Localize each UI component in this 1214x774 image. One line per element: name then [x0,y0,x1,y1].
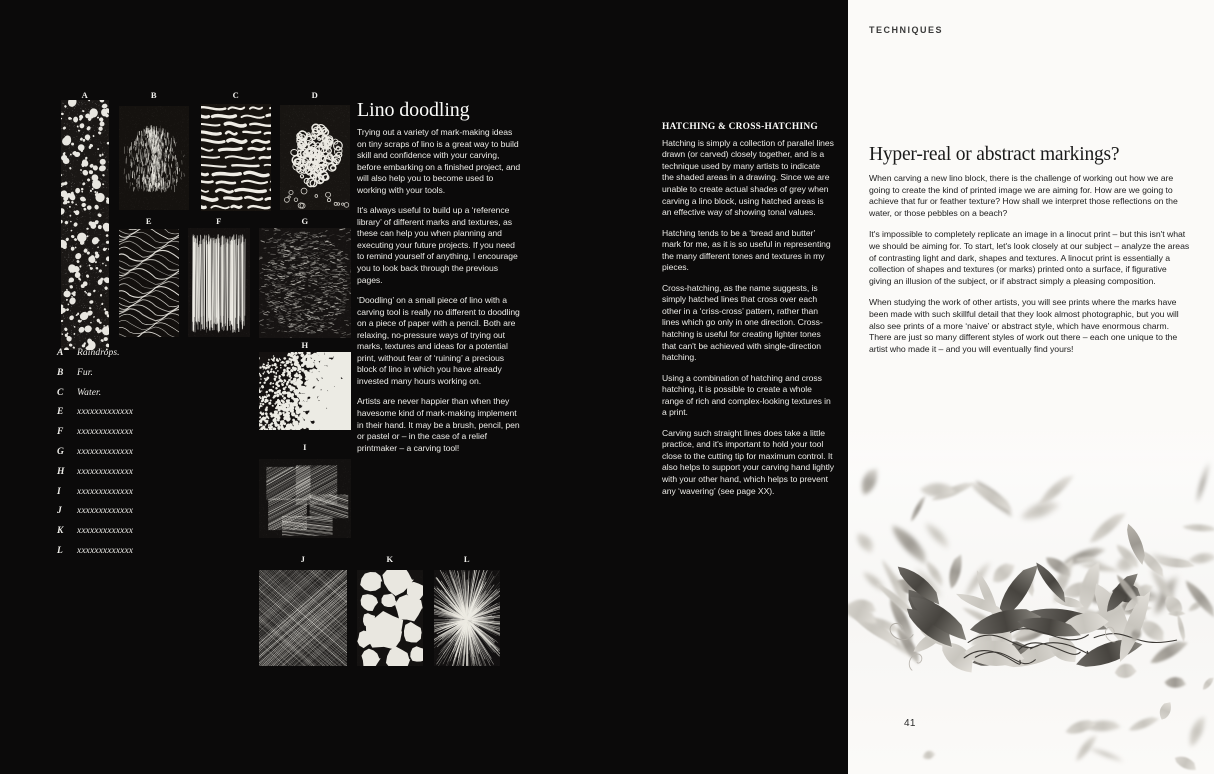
plate-label-d: D [311,90,319,100]
plate-image-h [259,352,351,430]
plate-image-k [357,570,423,666]
plate-image-d [280,105,350,210]
list-item [57,368,237,388]
paragraph: It's impossible to completely replicate an image in a linocut print – but this isn't what we should be aiming for. To start, let's look closely at our subject – analyze the areas of contrasting light and dark, shapes and textures. A linocut print is essentially a collection of shapes and textures (or marks) printed onto a surface, if figurative giving an illusion of the subject, or if abstract simply a pleasing composition. [869,229,1190,286]
caption-key: C [57,387,64,398]
caption-key: K [57,526,64,537]
plate-image-b [119,106,189,210]
plate-label-g: G [301,216,309,226]
plate-label-b: B [150,90,158,100]
text-column-hatching [662,122,834,497]
photo-lino-shavings [848,420,1214,774]
caption-key: G [57,446,64,457]
plate-image-j [259,570,347,666]
page-title: Hyper-real or abstract markings? [869,144,1120,165]
plate-image-f [188,228,250,337]
caption-text: xxxxxxxxxxxxx [77,526,134,537]
caption-text: xxxxxxxxxxxxx [77,427,134,438]
right-page-body [869,173,1191,355]
list-item [57,467,237,487]
plate-image-g [259,228,351,338]
list-item [57,487,237,507]
plate-image-l [434,570,500,666]
plate-label-e: E [145,216,153,226]
plate-image-e [119,229,179,337]
caption-text: xxxxxxxxxxxxx [77,466,134,477]
plate-caption-list [57,348,237,566]
plate-label-i: I [303,442,307,452]
list-item [57,427,237,447]
caption-key: I [57,486,61,497]
paragraph: Cross-hatching, as the name suggests, is simply hatched lines that cross over each other in a ‘criss-cross’ pattern, rather than lines which go only in one direction. Cross-hatching is useful for creating lighter tones that can't be achieved with single-direction hatching. [662,282,823,363]
caption-text: Fur. [77,367,93,378]
list-item [57,546,237,566]
paragraph: Hatching is simply a collection of parallel lines drawn (or carved) closely together, and is a technique used by many artists to indicate the shaded areas in a drawing. Since we are unable to create actual shades of grey when carving a lino block, using hatched areas is an effective way of showing tonal values. [662,137,834,218]
plate-label-j: J [300,554,306,564]
paragraph: Artists are never happier than when they havesome kind of mark-making implement in their hand. It may be a brush, pencil, pen or pastel or – in the case of a relief printmaker – a carving tool! [357,396,520,453]
caption-key: J [57,506,62,517]
paragraph: When studying the work of other artists, you will see prints where the marks have been made with such skillful detail that they look almost photographic, but you will also see prints of a more ‘naive’ or abstract style, which have enormous charm. There are just so many different styles of work out there – each one unique to the artist who made it – and you will eventually find yours! [869,297,1179,354]
caption-text: Raindrops. [77,348,120,358]
plate-label-l: L [463,554,471,564]
section-heading-lino-doodling: Lino doodling [357,99,470,121]
caption-key: F [57,427,64,438]
caption-text: xxxxxxxxxxxxx [77,506,134,517]
paragraph: Trying out a variety of mark-making ideas on tiny scraps of lino is a great way to build skill and confidence with your carving, before embarking on a finished project, and will also help you to become used to working with your tools. [357,127,521,195]
paragraph: Carving such straight lines does take a little practice, and it's important to hold your tool close to the cutting tip for maximum control. It also helps to support your carving hand lightly with your other hand, which helps to prevent any ‘wavering’ (see page XX). [662,427,835,496]
paragraph: ‘Doodling’ on a small piece of lino with a carving tool is really no different to doodling on a piece of paper with a pencil. Both are relaxing, no-pressure ways of trying out marks, textures and ideas for a potential print, without fear of ‘ruining’ a precious block of lino in which you have already invested many hours working on. [357,295,520,386]
plate-label-a: A [81,90,89,100]
paragraph: It's always useful to build up a ‘reference library’ of different marks and textures, as these can help you when planning and executing your future projects. If you need to remind yourself of anything, I encourage you to look back through the previous pages. [357,205,518,285]
paragraph: Hatching tends to be a ‘bread and butter’ mark for me, as it is so useful in representing the many different tones and textures in my pieces. [662,227,831,273]
caption-text: Water. [77,387,102,398]
plate-image-c [201,104,271,211]
list-item [57,388,237,408]
plate-label-k: K [386,554,394,564]
caption-text: xxxxxxxxxxxxx [77,446,134,457]
caption-text: xxxxxxxxxxxxx [77,545,134,556]
plate-image-a [61,100,109,350]
plate-label-h: H [301,340,309,350]
paragraph: When carving a new lino block, there is the challenge of working out how we are going to create the kind of printed image we are aiming for. How are we going to achieve that fur or feather texture? How shall we interpret those reflections on the water, or those pebbles on a beach? [869,173,1178,218]
section-heading-hatching: HATCHING & CROSS-HATCHING [662,122,818,132]
caption-key: A [57,348,64,358]
running-head: TECHNIQUES [869,25,944,35]
caption-key: E [57,407,64,418]
caption-text: xxxxxxxxxxxxx [77,486,134,497]
list-item [57,348,237,368]
page-number: 41 [904,718,916,729]
plate-image-i [259,459,351,538]
paragraph: Using a combination of hatching and cross hatching, it is possible to create a whole range of rich and complex-looking textures in a print. [662,372,831,418]
caption-key: B [57,367,64,378]
right-light-page [848,0,1214,774]
caption-key: L [57,545,63,556]
caption-key: H [57,466,65,477]
list-item [57,526,237,546]
plate-label-c: C [232,90,240,100]
list-item [57,447,237,467]
text-column-lino-doodling [357,100,524,454]
list-item [57,407,237,427]
list-item [57,506,237,526]
caption-text: xxxxxxxxxxxxx [77,407,134,418]
plate-label-f: F [216,216,222,226]
